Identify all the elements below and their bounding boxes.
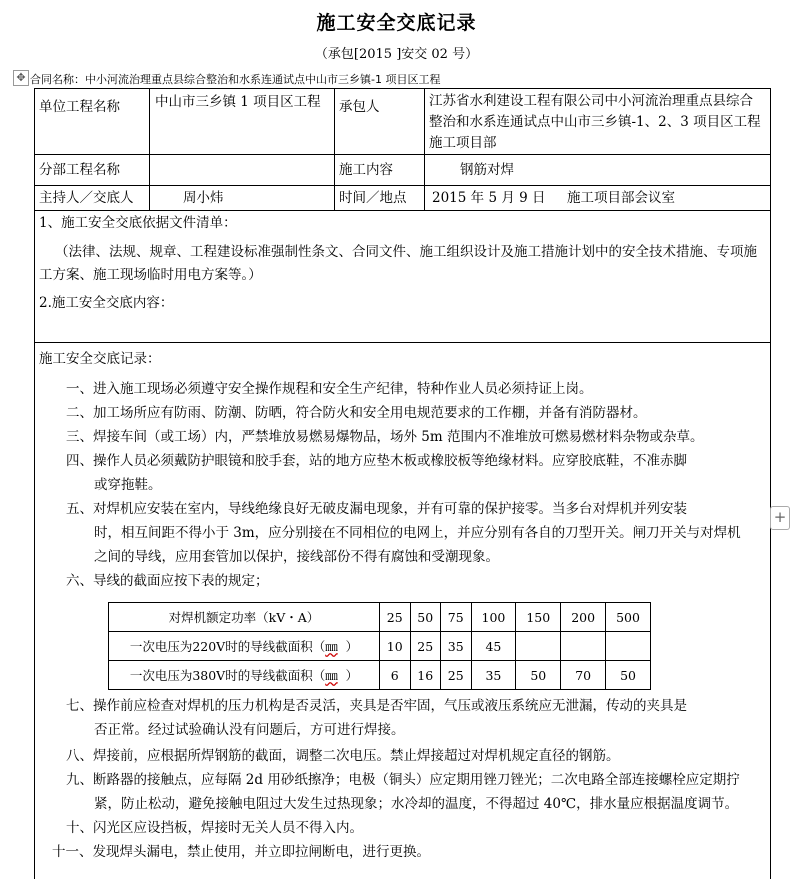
page-title: 施工安全交底记录 bbox=[316, 12, 477, 34]
table-cell: 150 bbox=[516, 603, 561, 632]
sub-project-label: 分部工程名称 bbox=[39, 162, 120, 178]
table-cell: 16 bbox=[410, 661, 441, 690]
place-value: 施工项目部会议室 bbox=[567, 190, 675, 206]
unit-text: ㎜ bbox=[325, 668, 338, 683]
record-item: 九、断路器的接触点，应每隔 2d 用砂纸擦净；电极（铜头）应定期用锉刀锉光；二次电路全部连接螺栓应定期拧 bbox=[66, 772, 740, 788]
table-cell: 75 bbox=[441, 603, 472, 632]
record-item: 时，相互间距不得小于 3m，应分别接在不同相位的电网上，并应分别有各自的刀型开关。闸刀开关与对焊机 bbox=[94, 525, 741, 541]
record-item: 二、加工场所应有防雨、防潮、防晒，符合防火和安全用电规范要求的工作棚，并备有消防器材。 bbox=[66, 405, 647, 421]
table-cell: 45 bbox=[471, 632, 516, 661]
document-number: （承包[2015 ]安交 02 号） bbox=[314, 47, 479, 62]
table-cell: 50 bbox=[410, 603, 441, 632]
contract-name: 合同名称：中小河流治理重点县综合整治和水系连通试点中山市三乡镇-1 项目区工程 bbox=[30, 73, 441, 86]
table-row-label bbox=[109, 661, 380, 690]
record-item: 八、焊接前，应根据所焊钢筋的截面，调整二次电压。禁止焊接超过对焊机规定直径的钢筋。 bbox=[66, 748, 620, 764]
record-item: 七、操作前应检查对焊机的压力机构是否灵活，夹具是否牢固，气压或液压系统应无泄漏，传动的夹具是 bbox=[66, 698, 687, 714]
time-value: 2015 年 5 月 9 日 bbox=[432, 190, 546, 206]
host-label: 主持人／交底人 bbox=[39, 190, 134, 206]
row-divider bbox=[34, 342, 770, 343]
table-cell: 50 bbox=[516, 661, 561, 690]
record-item: 四、操作人员必须戴防护眼镜和胶手套，站的地方应垫木板或橡胶板等绝缘材料。应穿胶底鞋，不准赤脚 bbox=[66, 453, 687, 469]
content-value: 钢筋对焊 bbox=[460, 162, 514, 178]
record-item: 十一、发现焊头漏电，禁止使用，并立即拉闸断电，进行更换。 bbox=[52, 844, 430, 860]
unit-text: ㎜ bbox=[325, 639, 338, 654]
unit-project-label: 单位工程名称 bbox=[39, 99, 120, 115]
table-cell bbox=[606, 632, 651, 661]
unit-project-value: 中山市三乡镇 1 项目区工程 bbox=[155, 94, 321, 110]
record-heading: 施工安全交底记录： bbox=[39, 351, 161, 367]
table-cell: 10 bbox=[380, 632, 411, 661]
col-divider bbox=[334, 88, 335, 210]
table-row bbox=[109, 661, 651, 690]
row-divider bbox=[34, 185, 770, 186]
table-move-icon[interactable]: ✥ bbox=[13, 70, 29, 86]
table-cell: 25 bbox=[410, 632, 441, 661]
host-value: 周小炜 bbox=[183, 190, 224, 206]
row-label-suffix: ） bbox=[345, 639, 359, 654]
table-cell bbox=[561, 632, 606, 661]
col-divider bbox=[424, 88, 425, 210]
record-item: 五、对焊机应安装在室内，导线绝缘良好无破皮漏电现象，并有可靠的保护接零。当多台对焊机并列安装 bbox=[66, 501, 687, 517]
record-item: 六、导线的截面应按下表的规定； bbox=[66, 573, 269, 589]
wire-section-table bbox=[108, 602, 651, 690]
record-item: 三、焊接车间（或工场）内，严禁堆放易燃易爆物品，场外 5m 范围内不准堆放可燃易燃材料杂物或杂草。 bbox=[66, 429, 704, 445]
record-item: 一、进入施工现场必须遵守安全操作规程和安全生产纪律，特种作业人员必须持证上岗。 bbox=[66, 381, 593, 397]
table-header-cell: 对焊机额定功率（kV・A） bbox=[109, 603, 380, 632]
row-label-text: 一次电压为220V时的导线截面积（ bbox=[129, 639, 326, 654]
table-cell: 500 bbox=[606, 603, 651, 632]
record-item: 或穿拖鞋。 bbox=[94, 477, 162, 493]
row-label-text: 一次电压为380V时的导线截面积（ bbox=[129, 668, 326, 683]
row-label-suffix: ） bbox=[345, 668, 359, 683]
content-heading: 2.施工安全交底内容： bbox=[39, 295, 174, 311]
table-cell: 25 bbox=[441, 661, 472, 690]
table-cell: 25 bbox=[380, 603, 411, 632]
row-divider bbox=[34, 154, 770, 155]
record-item: 否正常。经过试验确认没有问题后，方可进行焊接。 bbox=[94, 722, 405, 738]
table-cell bbox=[516, 632, 561, 661]
table-cell: 6 bbox=[380, 661, 411, 690]
table-cell: 70 bbox=[561, 661, 606, 690]
table-row bbox=[109, 603, 651, 632]
table-cell: 35 bbox=[441, 632, 472, 661]
table-cell: 100 bbox=[471, 603, 516, 632]
table-row-label bbox=[109, 632, 380, 661]
content-label: 施工内容 bbox=[339, 162, 393, 178]
table-cell: 50 bbox=[606, 661, 651, 690]
record-item: 十、闪光区应设挡板，焊接时无关人员不得入内。 bbox=[66, 820, 363, 836]
col-divider bbox=[149, 88, 150, 210]
table-cell: 200 bbox=[561, 603, 606, 632]
table-row bbox=[109, 632, 651, 661]
add-row-button[interactable]: + bbox=[770, 506, 790, 530]
contractor-value: 江苏省水利建设工程有限公司中小河流治理重点县综合整治和水系连通试点中山市三乡镇-1、2、3 项目区工程施工项目部 bbox=[429, 93, 761, 151]
basis-heading: 1、施工安全交底依据文件清单： bbox=[39, 215, 237, 231]
table-cell: 35 bbox=[471, 661, 516, 690]
record-item: 之间的导线，应用套管加以保护，接线部份不得有腐蚀和受潮现象。 bbox=[94, 549, 499, 565]
record-item: 紧，防止松动，避免接触电阻过大发生过热现象；水冷却的温度，不得超过 40℃，排水量应根据温度调节。 bbox=[94, 796, 739, 812]
basis-text: （法律、法规、规章、工程建设标准强制性条文、合同文件、施工组织设计及施工措施计划中的安全技术措施、专项施工方案、施工现场临时用电方案等。） bbox=[39, 244, 757, 283]
contractor-label: 承包人 bbox=[339, 99, 380, 115]
time-label: 时间／地点 bbox=[339, 190, 407, 206]
